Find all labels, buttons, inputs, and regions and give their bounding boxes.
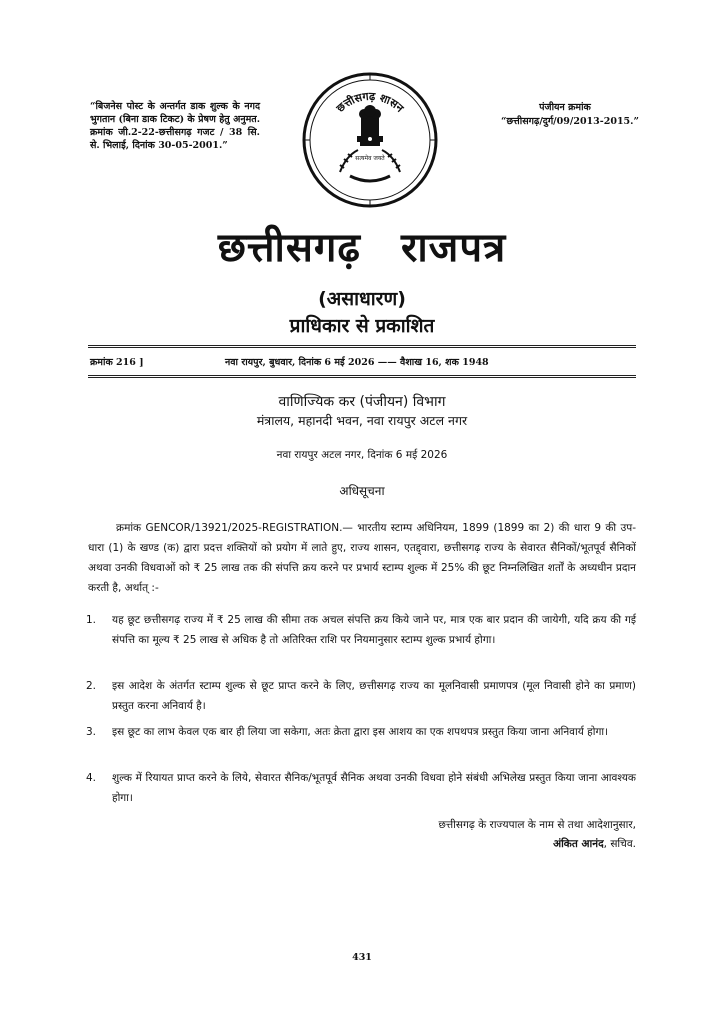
department-name: वाणिज्यिक कर (पंजीयन) विभाग <box>278 394 446 410</box>
page-number: 431 <box>352 952 372 963</box>
emblem-motto: सत्यमेव जयते <box>355 155 385 162</box>
issue-date-line: नवा रायपुर, बुधवार, दिनांक 6 मई 2026 —— वैशाख 16, शक 1948 <box>225 357 489 368</box>
issue-number: क्रमांक 216 ] <box>90 357 144 368</box>
gazette-title <box>0 218 724 273</box>
condition-item <box>86 676 636 716</box>
condition-text: यह छूट छत्तीसगढ़ राज्य में ₹ 25 लाख की सीमा तक अचल संपत्ति क्रय किये जाने पर, मात्र एक बार प्रदान की जायेगी, यदि क्रय की गई संपत्ति का मूल्य ₹ 25 लाख से अधिक है तो अतिरिक्त राशि पर नियमानुसार स्टाम्प शुल्क प्रभार्य होगा। <box>112 614 636 646</box>
condition-number: 4. <box>86 772 97 784</box>
divider-top <box>88 345 636 346</box>
signatory-title: , सचिव. <box>603 838 636 850</box>
condition-text: इस छूट का लाभ केवल एक बार ही लिया जा सकेगा, अतः क्रेता द्वारा इस आशय का एक शपथपत्र प्रस्तुत किया जाना अनिवार्य होगा। <box>112 726 609 738</box>
condition-item <box>86 722 636 742</box>
gazette-title-gazette: राजपत्र <box>400 225 507 271</box>
department-address: मंत्रालय, महानदी भवन, नवा रायपुर अटल नगर <box>256 413 468 428</box>
divider-bottom <box>88 375 636 376</box>
condition-item <box>86 610 636 650</box>
condition-number: 1. <box>86 614 97 626</box>
governor-order-line: छत्तीसगढ़ के राज्यपाल के नाम से तथा आदेशानुसार, <box>438 819 636 831</box>
condition-item <box>86 768 636 808</box>
condition-number: 3. <box>86 726 97 738</box>
state-emblem-seal <box>300 70 440 210</box>
notification-heading: अधिसूचना <box>339 484 385 498</box>
emblem-text: छत्तीसगढ़ शासन <box>333 89 407 115</box>
lion-capital-icon <box>357 105 383 146</box>
signatory-name: अंकित आनंद <box>553 838 604 850</box>
condition-number: 2. <box>86 680 97 692</box>
divider-bottom-inner <box>88 377 636 378</box>
authority-label: प्राधिकार से प्रकाशित <box>289 315 435 337</box>
notice-place-date: नवा रायपुर अटल नगर, दिनांक 6 मई 2026 <box>276 449 448 461</box>
registration-number: “छत्तीसगढ़/दुर्ग/09/2013-2015.” <box>501 116 639 127</box>
divider-top-inner <box>88 347 636 348</box>
registration-label: पंजीयन क्रमांक <box>539 102 591 113</box>
gazette-title-state: छत्तीसगढ़ <box>217 225 361 271</box>
signatory <box>366 837 636 851</box>
condition-text: शुल्क में रियायत प्राप्त करने के लिये, सेवारत सैनिक/भूतपूर्व सैनिक अथवा उनकी विधवा होने संबंधी अभिलेख प्रस्तुत किया जाना आवश्यक होगा। <box>112 772 636 804</box>
extraordinary-label: (असाधारण) <box>318 288 406 310</box>
postal-permission-note: “बिजनेस पोस्ट के अन्तर्गत डाक शुल्क के नगद भुगतान (बिना डाक टिकट) के प्रेषण हेतु अनुमत. क्रमांक जी.2-22-छत्तीसगढ़ गजट / 38 सि. से. भिलाई, दिनांक 30-05-2001.” <box>90 101 260 151</box>
notification-preamble: क्रमांक GENCOR/13921/2025-REGISTRATION.— भारतीय स्टाम्प अधिनियम, 1899 (1899 का 2) की धारा 9 की उप-धारा (1) के खण्ड (क) द्वारा प्रदत्त शक्तियों को प्रयोग में लाते हुए, राज्य शासन, एतद्द्वारा, छत्तीसगढ़ राज्य के सेवारत सैनिकों/भूतपूर्व सैनिकों अथवा उनकी विधवाओं को ₹ 25 लाख तक की संपत्ति क्रय करने पर प्रभार्य स्टाम्प शुल्क में 25% की छूट निम्नलिखित शर्तों के अध्यधीन प्रदान करती है, अर्थात् :- <box>88 522 636 594</box>
condition-text: इस आदेश के अंतर्गत स्टाम्प शुल्क से छूट प्राप्त करने के लिए, छत्तीसगढ़ राज्य का मूलनिवासी प्रमाणपत्र (मूल निवासी होने का प्रमाण) प्रस्तुत करना अनिवार्य है। <box>112 680 636 712</box>
